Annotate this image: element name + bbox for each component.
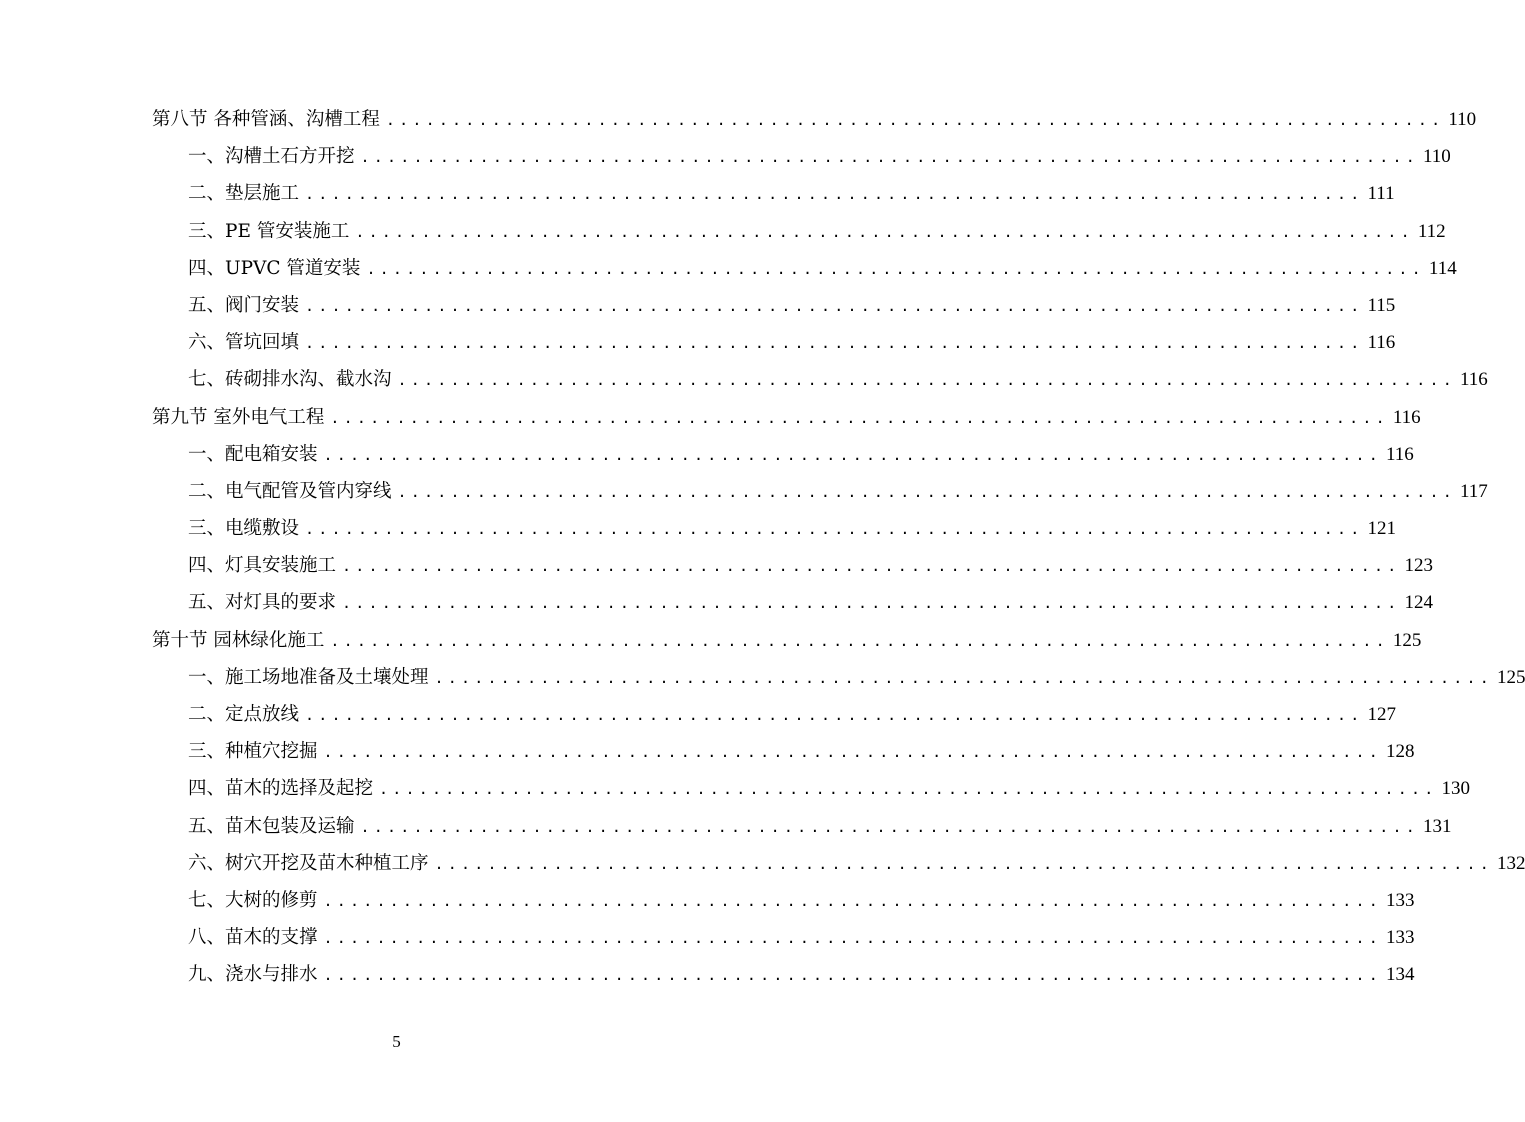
toc-dot-leader: ................................................................................ [323, 929, 1382, 948]
toc-entry-title: 三、电缆敷设 [188, 518, 300, 540]
toc-entry-title: 第十节 园林绿化施工 [152, 629, 325, 651]
toc-section-entry[interactable] [0, 622, 1422, 659]
toc-entry-page: 112 [1417, 220, 1446, 242]
toc-dot-leader: ................................................................................ [305, 706, 1364, 724]
toc-entry-line [188, 919, 1415, 956]
toc-dot-leader: ................................................................................ [434, 668, 1493, 687]
toc-dot-leader: ................................................................................ [397, 482, 1456, 501]
toc-subsection-entry[interactable] [0, 250, 1457, 287]
toc-subsection-entry[interactable] [0, 659, 1525, 696]
toc-entry-line [188, 361, 1488, 398]
toc-dot-leader: ................................................................................ [360, 148, 1419, 167]
toc-entry-line [188, 473, 1488, 510]
toc-entry-title: 二、垫层施工 [188, 183, 300, 205]
toc-entry-line [188, 138, 1451, 175]
toc-entry-page: 115 [1367, 294, 1396, 316]
toc-dot-leader: ................................................................................ [323, 891, 1382, 910]
toc-subsection-entry[interactable] [0, 919, 1415, 956]
toc-entry-line [188, 733, 1415, 770]
toc-entry-line [188, 250, 1457, 287]
toc-dot-leader: ................................................................................ [323, 743, 1382, 762]
toc-entry-title: 八、苗木的支撑 [188, 927, 318, 949]
toc-section-entry[interactable] [0, 399, 1421, 436]
toc-entry-title: 三、PE 管安装施工 [188, 220, 350, 242]
toc-entry-page: 116 [1392, 406, 1421, 428]
toc-entry-page: 125 [1496, 666, 1525, 688]
toc-dot-leader: ................................................................................ [397, 371, 1456, 390]
toc-entry-title: 四、灯具安装施工 [188, 555, 337, 577]
toc-subsection-entry[interactable] [0, 845, 1525, 882]
toc-entry-page: 121 [1367, 518, 1396, 540]
toc-subsection-entry[interactable] [0, 510, 1396, 547]
toc-entry-line [152, 622, 1422, 659]
toc-dot-leader: ................................................................................ [342, 594, 1401, 613]
toc-dot-leader: ................................................................................ [355, 222, 1414, 241]
page-number: 5 [392, 1032, 401, 1051]
toc-dot-leader: ................................................................................ [360, 817, 1419, 836]
toc-entry-page: 133 [1385, 889, 1415, 911]
toc-subsection-entry[interactable] [0, 361, 1488, 398]
toc-entry-line [188, 845, 1525, 882]
toc-subsection-entry[interactable] [0, 175, 1395, 212]
toc-entry-title: 七、砖砌排水沟、截水沟 [188, 369, 392, 391]
toc-entry-page: 131 [1422, 815, 1452, 837]
toc-dot-leader: ................................................................................ [330, 408, 1389, 427]
toc-entry-page: 127 [1367, 704, 1396, 725]
toc-entry-title: 七、大树的修剪 [188, 889, 318, 911]
toc-entry-line [188, 659, 1525, 696]
toc-subsection-entry[interactable] [0, 696, 1396, 733]
toc-entry-page: 110 [1422, 146, 1451, 168]
toc-entry-page: 125 [1392, 629, 1422, 651]
toc-dot-leader: ................................................................................ [366, 259, 1425, 278]
toc-entry-page: 117 [1459, 480, 1488, 502]
table-of-contents [0, 101, 1525, 994]
toc-dot-leader: ................................................................................ [342, 557, 1401, 576]
toc-subsection-entry[interactable] [0, 584, 1433, 621]
toc-subsection-entry[interactable] [0, 547, 1433, 584]
toc-dot-leader: ................................................................................ [385, 111, 1445, 129]
toc-entry-title: 一、配电箱安装 [188, 443, 318, 465]
toc-entry-title: 五、对灯具的要求 [188, 592, 337, 614]
toc-entry-line [188, 436, 1414, 473]
toc-entry-line [188, 175, 1395, 212]
toc-entry-page: 116 [1385, 443, 1414, 465]
toc-entry-page: 130 [1441, 778, 1470, 800]
toc-subsection-entry[interactable] [0, 808, 1452, 845]
toc-subsection-entry[interactable] [0, 287, 1396, 324]
toc-entry-line [188, 882, 1415, 919]
toc-subsection-entry[interactable] [0, 956, 1415, 993]
toc-entry-title: 四、UPVC 管道安装 [188, 257, 361, 279]
toc-entry-line [188, 324, 1396, 361]
toc-entry-title: 五、阀门安装 [188, 294, 300, 316]
toc-subsection-entry[interactable] [0, 770, 1470, 807]
toc-entry-title: 五、苗木包装及运输 [188, 815, 355, 837]
toc-entry-title: 六、树穴开挖及苗木种植工序 [188, 852, 429, 874]
toc-dot-leader: ................................................................................ [323, 966, 1382, 985]
toc-subsection-entry[interactable] [0, 882, 1415, 919]
toc-subsection-entry[interactable] [0, 733, 1415, 770]
toc-dot-leader: ................................................................................ [305, 520, 1364, 539]
toc-entry-title: 第九节 室外电气工程 [152, 406, 325, 428]
toc-dot-leader: ................................................................................ [305, 296, 1364, 315]
toc-entry-title: 二、电气配管及管内穿线 [188, 480, 392, 502]
toc-entry-line [188, 213, 1446, 250]
toc-entry-line [188, 770, 1470, 807]
toc-entry-title: 二、定点放线 [188, 704, 300, 725]
toc-entry-page: 133 [1385, 927, 1415, 949]
toc-dot-leader: ................................................................................ [379, 780, 1438, 799]
toc-entry-page: 111 [1367, 183, 1395, 205]
toc-entry-page: 132 [1496, 852, 1525, 874]
toc-entry-page: 110 [1448, 109, 1477, 130]
toc-entry-line [188, 287, 1396, 324]
toc-subsection-entry[interactable] [0, 138, 1451, 175]
toc-entry-title: 一、施工场地准备及土壤处理 [188, 666, 429, 688]
toc-subsection-entry[interactable] [0, 213, 1446, 250]
toc-entry-title: 第八节 各种管涵、沟槽工程 [152, 109, 380, 130]
toc-entry-title: 六、管坑回填 [188, 332, 300, 354]
toc-entry-line [188, 510, 1396, 547]
toc-entry-line [188, 956, 1415, 993]
toc-entry-title: 一、沟槽土石方开挖 [188, 146, 355, 168]
toc-entry-page: 124 [1404, 592, 1433, 614]
toc-entry-page: 123 [1404, 555, 1433, 577]
toc-entry-line [188, 547, 1433, 584]
toc-entry-page: 116 [1459, 369, 1488, 391]
toc-dot-leader: ................................................................................ [434, 854, 1493, 873]
toc-subsection-entry[interactable] [0, 324, 1396, 361]
toc-entry-line [152, 101, 1477, 138]
toc-entry-line [152, 399, 1421, 436]
toc-dot-leader: ................................................................................ [305, 185, 1364, 204]
toc-entry-title: 九、浇水与排水 [188, 964, 318, 986]
toc-entry-page: 114 [1428, 257, 1457, 279]
toc-entry-page: 134 [1385, 964, 1415, 986]
toc-subsection-entry[interactable] [0, 473, 1488, 510]
toc-subsection-entry[interactable] [0, 436, 1414, 473]
toc-dot-leader: ................................................................................ [305, 334, 1364, 353]
toc-entry-title: 三、种植穴挖掘 [188, 741, 318, 763]
toc-dot-leader: ................................................................................ [323, 445, 1382, 464]
toc-entry-title: 四、苗木的选择及起挖 [188, 778, 374, 800]
toc-entry-page: 128 [1385, 741, 1415, 763]
toc-entry-page: 116 [1367, 332, 1396, 354]
toc-section-entry[interactable] [0, 101, 1477, 138]
toc-entry-line [188, 584, 1433, 621]
toc-entry-line [188, 696, 1396, 733]
toc-dot-leader: ................................................................................ [330, 631, 1389, 650]
toc-entry-line [188, 808, 1452, 845]
